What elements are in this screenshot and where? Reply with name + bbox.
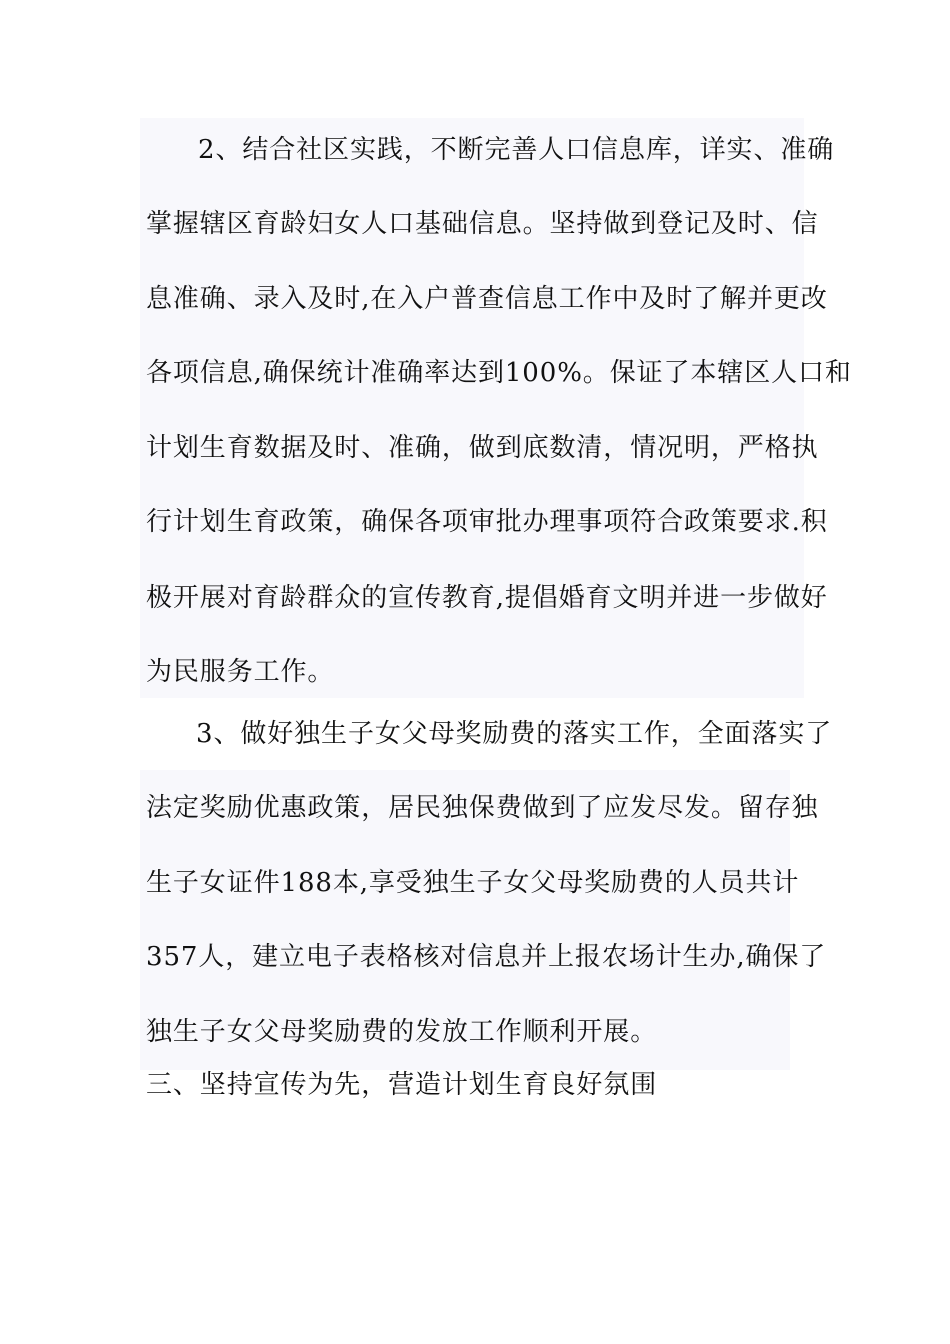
paragraph-2-line-7: 极开展对育龄群众的宣传教育,提倡婚育文明并进一步做好 xyxy=(146,583,828,613)
paragraph-3-line-2: 法定奖励优惠政策，居民独保费做到了应发尽发。留存独 xyxy=(146,793,819,823)
paragraph-2-line-1: 2、结合社区实践，不断完善人口信息库，详实、准确 xyxy=(198,135,835,165)
paragraph-3-line-4: 357人，建立电子表格核对信息并上报农场计生办,确保了 xyxy=(146,942,827,972)
section-heading: 三、坚持宣传为先，营造计划生育良好氛围 xyxy=(146,1070,658,1100)
paragraph-2-line-8: 为民服务工作。 xyxy=(146,657,335,687)
paragraph-3-line-3: 生子女证件188本,享受独生子女父母奖励费的人员共计 xyxy=(146,868,800,898)
paragraph-2-line-2: 掌握辖区育龄妇女人口基础信息。坚持做到登记及时、信 xyxy=(146,209,819,239)
paragraph-2-line-3: 息准确、录入及时,在入户普查信息工作中及时了解并更改 xyxy=(146,284,828,314)
paragraph-2-line-4: 各项信息,确保统计准确率达到100%。保证了本辖区人口和 xyxy=(146,358,852,388)
paragraph-2-line-6: 行计划生育政策，确保各项审批办理事项符合政策要求.积 xyxy=(146,507,828,537)
paragraph-3-line-5: 独生子女父母奖励费的发放工作顺利开展。 xyxy=(146,1017,658,1047)
paragraph-3-line-1: 3、做好独生子女父母奖励费的落实工作，全面落实了 xyxy=(196,719,833,749)
paragraph-2-line-5: 计划生育数据及时、准确，做到底数清，情况明，严格执 xyxy=(146,433,819,463)
